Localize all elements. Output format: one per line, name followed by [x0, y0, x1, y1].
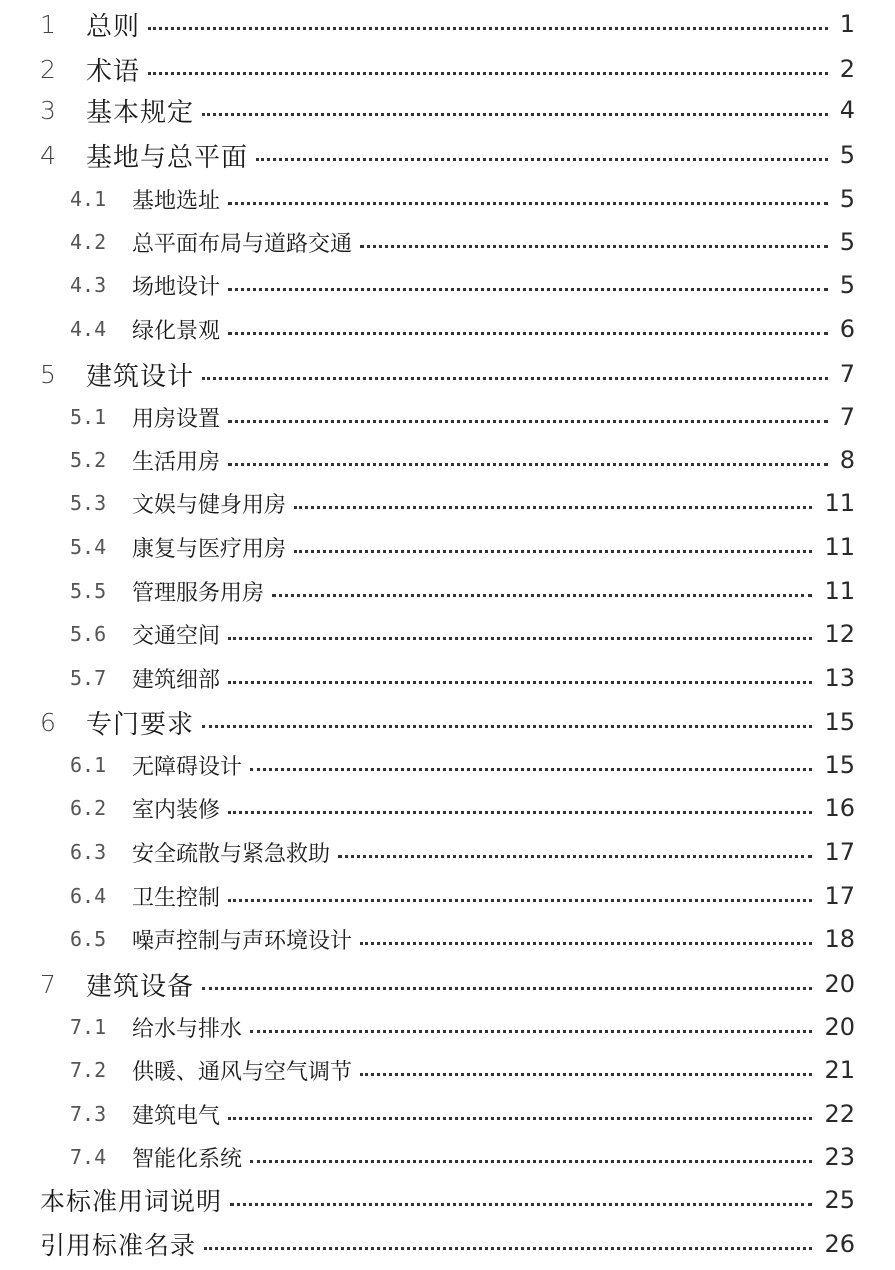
toc-entry-title: 用房设置 — [132, 406, 221, 432]
toc-entry[interactable] — [0, 1049, 895, 1091]
toc-entry-page-number: 7 — [839, 360, 855, 388]
toc-entry-title: 建筑细部 — [132, 667, 221, 693]
toc-entry-title: 绿化景观 — [132, 318, 221, 344]
toc-entry-number: 7.3 — [70, 1102, 107, 1126]
toc-entry-page-number: 5 — [839, 228, 855, 256]
toc-entry-title: 给水与排水 — [132, 1016, 243, 1042]
toc-entry[interactable] — [0, 570, 895, 612]
toc-entry-number: 5.7 — [70, 666, 107, 690]
toc-entry-number: 6.4 — [70, 884, 107, 908]
toc-entry-title: 场地设计 — [132, 274, 221, 300]
toc-entry-number: 4.2 — [70, 230, 107, 254]
dot-leader — [360, 1073, 812, 1076]
toc-entry-title: 基地选址 — [132, 188, 221, 214]
toc-entry-title: 管理服务用房 — [132, 580, 265, 606]
dot-leader — [228, 202, 828, 205]
toc-entry-number: 5.1 — [70, 405, 107, 429]
toc-entry-title: 生活用房 — [132, 449, 221, 475]
toc-entry-number: 6.2 — [70, 796, 107, 820]
toc-entry-number: 4.1 — [70, 187, 107, 211]
dot-leader — [294, 550, 812, 553]
toc-entry[interactable] — [0, 657, 895, 699]
toc-entry[interactable] — [0, 918, 895, 960]
toc-entry-title: 供暖、通风与空气调节 — [132, 1059, 353, 1085]
toc-entry[interactable] — [0, 962, 895, 1006]
toc-entry-number: 7.2 — [70, 1058, 107, 1082]
toc-entry-title: 术语 — [86, 56, 141, 87]
toc-entry[interactable] — [0, 439, 895, 481]
dot-leader — [202, 113, 828, 116]
toc-entry-title: 建筑设计 — [86, 361, 195, 392]
dot-leader — [228, 681, 812, 684]
toc-entry-title: 引用标准名录 — [40, 1231, 197, 1260]
toc-entry-page-number: 1 — [839, 10, 855, 38]
toc-entry-page-number: 5 — [839, 271, 855, 299]
dot-leader — [228, 420, 828, 423]
toc-entry-page-number: 11 — [824, 489, 855, 517]
toc-entry[interactable] — [0, 875, 895, 917]
toc-entry-number: 4.4 — [70, 317, 107, 341]
toc-entry-number: 4 — [40, 140, 56, 170]
toc-entry-page-number: 25 — [824, 1186, 855, 1214]
dot-leader — [228, 463, 828, 466]
dot-leader — [272, 594, 812, 597]
toc-entry-page-number: 18 — [824, 925, 855, 953]
toc-entry-title: 本标准用词说明 — [40, 1187, 223, 1216]
toc-entry-number: 6.3 — [70, 840, 107, 864]
toc-entry-page-number: 11 — [824, 577, 855, 605]
toc-entry[interactable] — [0, 221, 895, 263]
dot-leader — [360, 245, 828, 248]
toc-entry-title: 基本规定 — [86, 97, 195, 128]
toc-entry-page-number: 5 — [839, 185, 855, 213]
toc-entry[interactable] — [0, 1006, 895, 1048]
toc-entry-page-number: 2 — [839, 55, 855, 83]
dot-leader — [250, 1030, 812, 1033]
dot-leader — [228, 1117, 812, 1120]
dot-leader — [148, 72, 828, 75]
toc-entry-title: 建筑电气 — [132, 1103, 221, 1129]
toc-entry-number: 5 — [40, 359, 56, 389]
dot-leader — [228, 899, 812, 902]
toc-entry-page-number: 26 — [824, 1230, 855, 1258]
dot-leader — [250, 1160, 812, 1163]
toc-entry[interactable] — [0, 831, 895, 873]
toc-entry[interactable] — [0, 700, 895, 744]
toc-entry-title: 卫生控制 — [132, 885, 221, 911]
toc-entry[interactable] — [0, 396, 895, 438]
toc-entry-page-number: 15 — [824, 751, 855, 779]
toc-entry[interactable] — [0, 308, 895, 350]
toc-entry[interactable] — [0, 88, 895, 132]
dot-leader — [204, 1247, 812, 1250]
toc-entry-page-number: 5 — [839, 141, 855, 169]
toc-entry-number: 4.3 — [70, 273, 107, 297]
toc-entry-title: 室内装修 — [132, 797, 221, 823]
toc-entry-number: 6.5 — [70, 927, 107, 951]
toc-entry-title: 基地与总平面 — [86, 142, 249, 173]
toc-entry[interactable] — [0, 613, 895, 655]
toc-entry-title: 总平面布局与道路交通 — [132, 231, 353, 257]
dot-leader — [338, 855, 812, 858]
toc-entry-page-number: 12 — [824, 620, 855, 648]
toc-entry-page-number: 20 — [824, 1013, 855, 1041]
toc-entry-title: 智能化系统 — [132, 1146, 243, 1172]
toc-entry[interactable] — [0, 47, 895, 91]
toc-entry-page-number: 15 — [824, 708, 855, 736]
dot-leader — [256, 158, 828, 161]
toc-entry-number: 6 — [40, 707, 56, 737]
dot-leader — [294, 506, 812, 509]
toc-entry[interactable] — [0, 133, 895, 177]
dot-leader — [202, 725, 812, 728]
toc-entry-number: 5.6 — [70, 622, 107, 646]
dot-leader — [228, 637, 812, 640]
toc-entry-number: 5.3 — [70, 491, 107, 515]
dot-leader — [228, 332, 828, 335]
toc-entry-number: 7.1 — [70, 1015, 107, 1039]
toc-entry-number: 3 — [40, 95, 56, 125]
toc-entry[interactable] — [0, 482, 895, 524]
toc-entry-page-number: 23 — [824, 1143, 855, 1171]
toc-entry[interactable] — [0, 2, 895, 46]
toc-entry-page-number: 13 — [824, 664, 855, 692]
toc-entry-number: 5.4 — [70, 535, 107, 559]
dot-leader — [148, 27, 828, 30]
toc-entry-page-number: 21 — [824, 1056, 855, 1084]
toc-entry[interactable] — [0, 1222, 895, 1266]
toc-entry-page-number: 6 — [839, 315, 855, 343]
toc-entry[interactable] — [0, 1093, 895, 1135]
toc-entry[interactable] — [0, 787, 895, 829]
toc-entry-title: 无障碍设计 — [132, 754, 243, 780]
toc-entry-page-number: 22 — [824, 1100, 855, 1128]
toc-entry-title: 安全疏散与紧急救助 — [132, 841, 331, 867]
toc-entry-number: 5.5 — [70, 579, 107, 603]
toc-entry[interactable] — [0, 1178, 895, 1222]
toc-entry-number: 6.1 — [70, 753, 107, 777]
toc-entry-page-number: 17 — [824, 838, 855, 866]
toc-entry-page-number: 20 — [824, 970, 855, 998]
toc-entry-title: 文娱与健身用房 — [132, 492, 287, 518]
toc-entry-page-number: 7 — [839, 403, 855, 431]
toc-entry-title: 专门要求 — [86, 709, 195, 740]
toc-entry-number: 2 — [40, 54, 56, 84]
toc-entry[interactable] — [0, 178, 895, 220]
dot-leader — [228, 811, 812, 814]
toc-entry-title: 建筑设备 — [86, 971, 195, 1002]
dot-leader — [230, 1203, 812, 1206]
toc-entry-number: 7 — [40, 969, 56, 999]
toc-entry[interactable] — [0, 352, 895, 396]
toc-entry[interactable] — [0, 264, 895, 306]
toc-entry[interactable] — [0, 1136, 895, 1178]
dot-leader — [202, 377, 828, 380]
toc-entry-number: 5.2 — [70, 448, 107, 472]
toc-entry[interactable] — [0, 744, 895, 786]
toc-entry-page-number: 8 — [839, 446, 855, 474]
toc-entry-title: 康复与医疗用房 — [132, 536, 287, 562]
toc-entry-title: 交通空间 — [132, 623, 221, 649]
toc-entry-page-number: 16 — [824, 794, 855, 822]
toc-entry-number: 1 — [40, 9, 56, 39]
toc-entry-title: 总则 — [86, 11, 141, 42]
dot-leader — [202, 987, 812, 990]
dot-leader — [228, 288, 828, 291]
toc-entry-page-number: 17 — [824, 882, 855, 910]
dot-leader — [250, 768, 812, 771]
toc-entry-title: 噪声控制与声环境设计 — [132, 928, 353, 954]
toc-entry-number: 7.4 — [70, 1145, 107, 1169]
toc-entry[interactable] — [0, 526, 895, 568]
toc-entry-page-number: 4 — [839, 96, 855, 124]
dot-leader — [360, 942, 812, 945]
toc-entry-page-number: 11 — [824, 533, 855, 561]
